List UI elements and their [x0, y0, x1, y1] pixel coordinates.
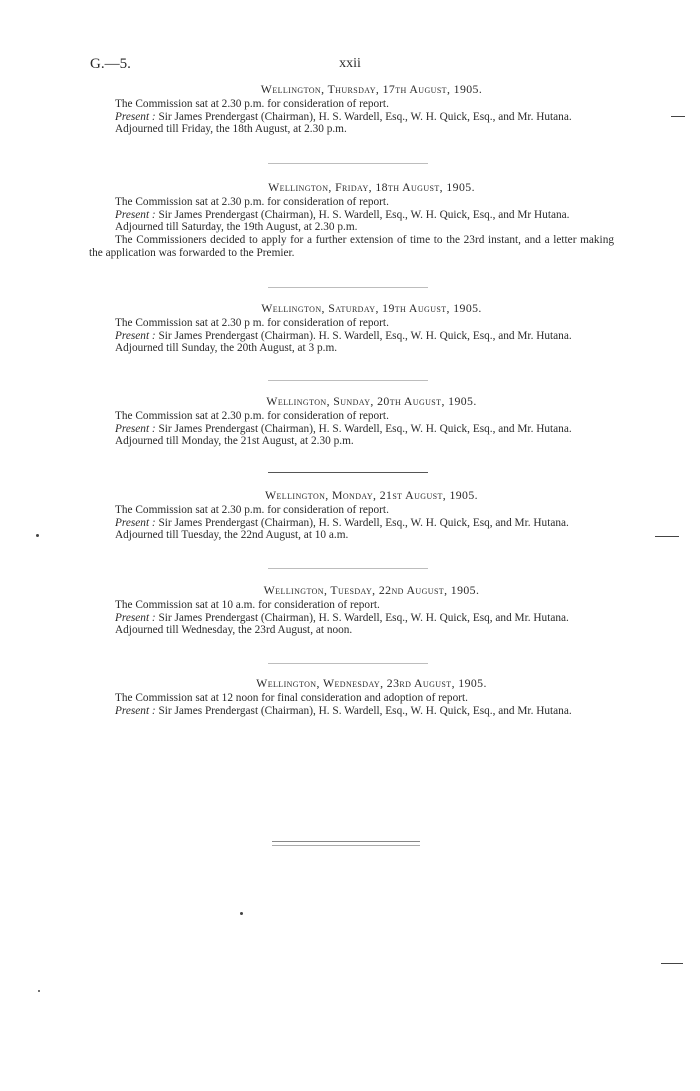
entry-title: Wellington, Wednesday, 23rd August, 1905.: [256, 676, 487, 690]
adjournment-statement: Adjourned till Sunday, the 20th August, at 3 p.m.: [115, 342, 338, 355]
entry-title: Wellington, Friday, 18th August, 1905.: [268, 180, 475, 194]
adjournment-statement: Adjourned till Monday, the 21st August, at 2.30 p.m.: [115, 435, 354, 448]
present-members: Sir James Prendergast (Chairman), H. S. Wardell, Esq., W. H. Quick, Esq, and Mr. Hutana.: [155, 516, 569, 529]
present-statement: [89, 705, 614, 718]
section-divider: [268, 287, 428, 288]
page-number: xxii: [339, 56, 361, 71]
sitting-statement: The Commission sat at 12 noon for final consideration and adoption of report.: [115, 691, 468, 704]
present-statement: [89, 209, 614, 222]
sitting-statement: The Commission sat at 2.30 p.m. for consideration of report.: [115, 195, 389, 208]
report-code: G.—5.: [90, 56, 131, 72]
section-divider: [268, 380, 428, 381]
present-label: Present :: [115, 611, 156, 624]
entry-title: Wellington, Tuesday, 22nd August, 1905.: [263, 583, 480, 597]
section-divider: [268, 663, 428, 664]
minutes-entry: [89, 584, 614, 637]
minutes-entry: [89, 489, 614, 542]
adjournment-statement: Adjourned till Tuesday, the 22nd August, at 10 a.m.: [115, 529, 349, 542]
scan-mark: [661, 963, 683, 964]
extension-note: The Commissioners decided to apply for a further extension of time to the 23rd instant, and a letter making the application was forwarded to the Premier.: [89, 234, 614, 259]
entry-title: Wellington, Thursday, 17th August, 1905.: [260, 82, 483, 96]
present-label: Present :: [115, 329, 156, 342]
present-members: Sir James Prendergast (Chairman), H. S. Wardell, Esq., W. H. Quick, Esq., and Mr. Hutana.: [155, 422, 572, 435]
scan-mark: [671, 116, 685, 117]
present-statement: [89, 517, 614, 530]
present-label: Present :: [115, 516, 156, 529]
present-statement: [89, 423, 614, 436]
minutes-entry: [89, 181, 614, 260]
sitting-statement: The Commission sat at 10 a.m. for consideration of report.: [115, 598, 380, 611]
present-statement: [89, 612, 614, 625]
sitting-statement: The Commission sat at 2.30 p m. for consideration of report.: [115, 316, 389, 329]
adjournment-statement: Adjourned till Saturday, the 19th August, at 2.30 p.m.: [115, 221, 358, 234]
present-members: Sir James Prendergast (Chairman), H. S. Wardell, Esq., W. H. Quick, Esq., and Mr. Hutana.: [155, 110, 572, 123]
present-members: Sir James Prendergast (Chairman), H. S. Wardell, Esq., W. H. Quick, Esq., and Mr. Hutana.: [155, 704, 572, 717]
minutes-entry: [89, 83, 614, 136]
scan-mark: [655, 536, 679, 537]
section-divider: [268, 472, 428, 473]
sitting-statement: The Commission sat at 2.30 p.m. for consideration of report.: [115, 503, 389, 516]
present-members: Sir James Prendergast (Chairman), H. S. Wardell, Esq., W. H. Quick, Esq., and Mr Hutana.: [155, 208, 570, 221]
minutes-entry: [89, 395, 614, 448]
present-label: Present :: [115, 208, 156, 221]
present-label: Present :: [115, 110, 156, 123]
adjournment-statement: Adjourned till Wednesday, the 23rd August, at noon.: [115, 624, 353, 637]
adjournment-statement: Adjourned till Friday, the 18th August, at 2.30 p.m.: [115, 123, 347, 136]
section-divider: [268, 568, 428, 569]
entry-title: Wellington, Monday, 21st August, 1905.: [264, 488, 478, 502]
present-members: Sir James Prendergast (Chairman). H. S. Wardell, Esq., W. H. Quick, Esq., and Mr. Hutana.: [155, 329, 572, 342]
sitting-statement: The Commission sat at 2.30 p.m. for consideration of report.: [115, 409, 389, 422]
scan-mark: [38, 990, 40, 992]
scan-mark: [36, 534, 39, 537]
sitting-statement: The Commission sat at 2.30 p.m. for consideration of report.: [115, 97, 389, 110]
entry-title: Wellington, Sunday, 20th August, 1905.: [266, 394, 477, 408]
present-label: Present :: [115, 704, 156, 717]
minutes-entry: [89, 302, 614, 355]
scan-mark: [240, 912, 243, 915]
section-divider: [268, 163, 428, 164]
entry-title: Wellington, Saturday, 19th August, 1905.: [261, 301, 482, 315]
present-statement: [89, 330, 614, 343]
present-members: Sir James Prendergast (Chairman), H. S. Wardell, Esq., W. H. Quick, Esq, and Mr. Hutana.: [155, 611, 569, 624]
present-label: Present :: [115, 422, 156, 435]
closing-rule: [272, 841, 420, 846]
minutes-entry: [89, 677, 614, 717]
present-statement: [89, 111, 614, 124]
